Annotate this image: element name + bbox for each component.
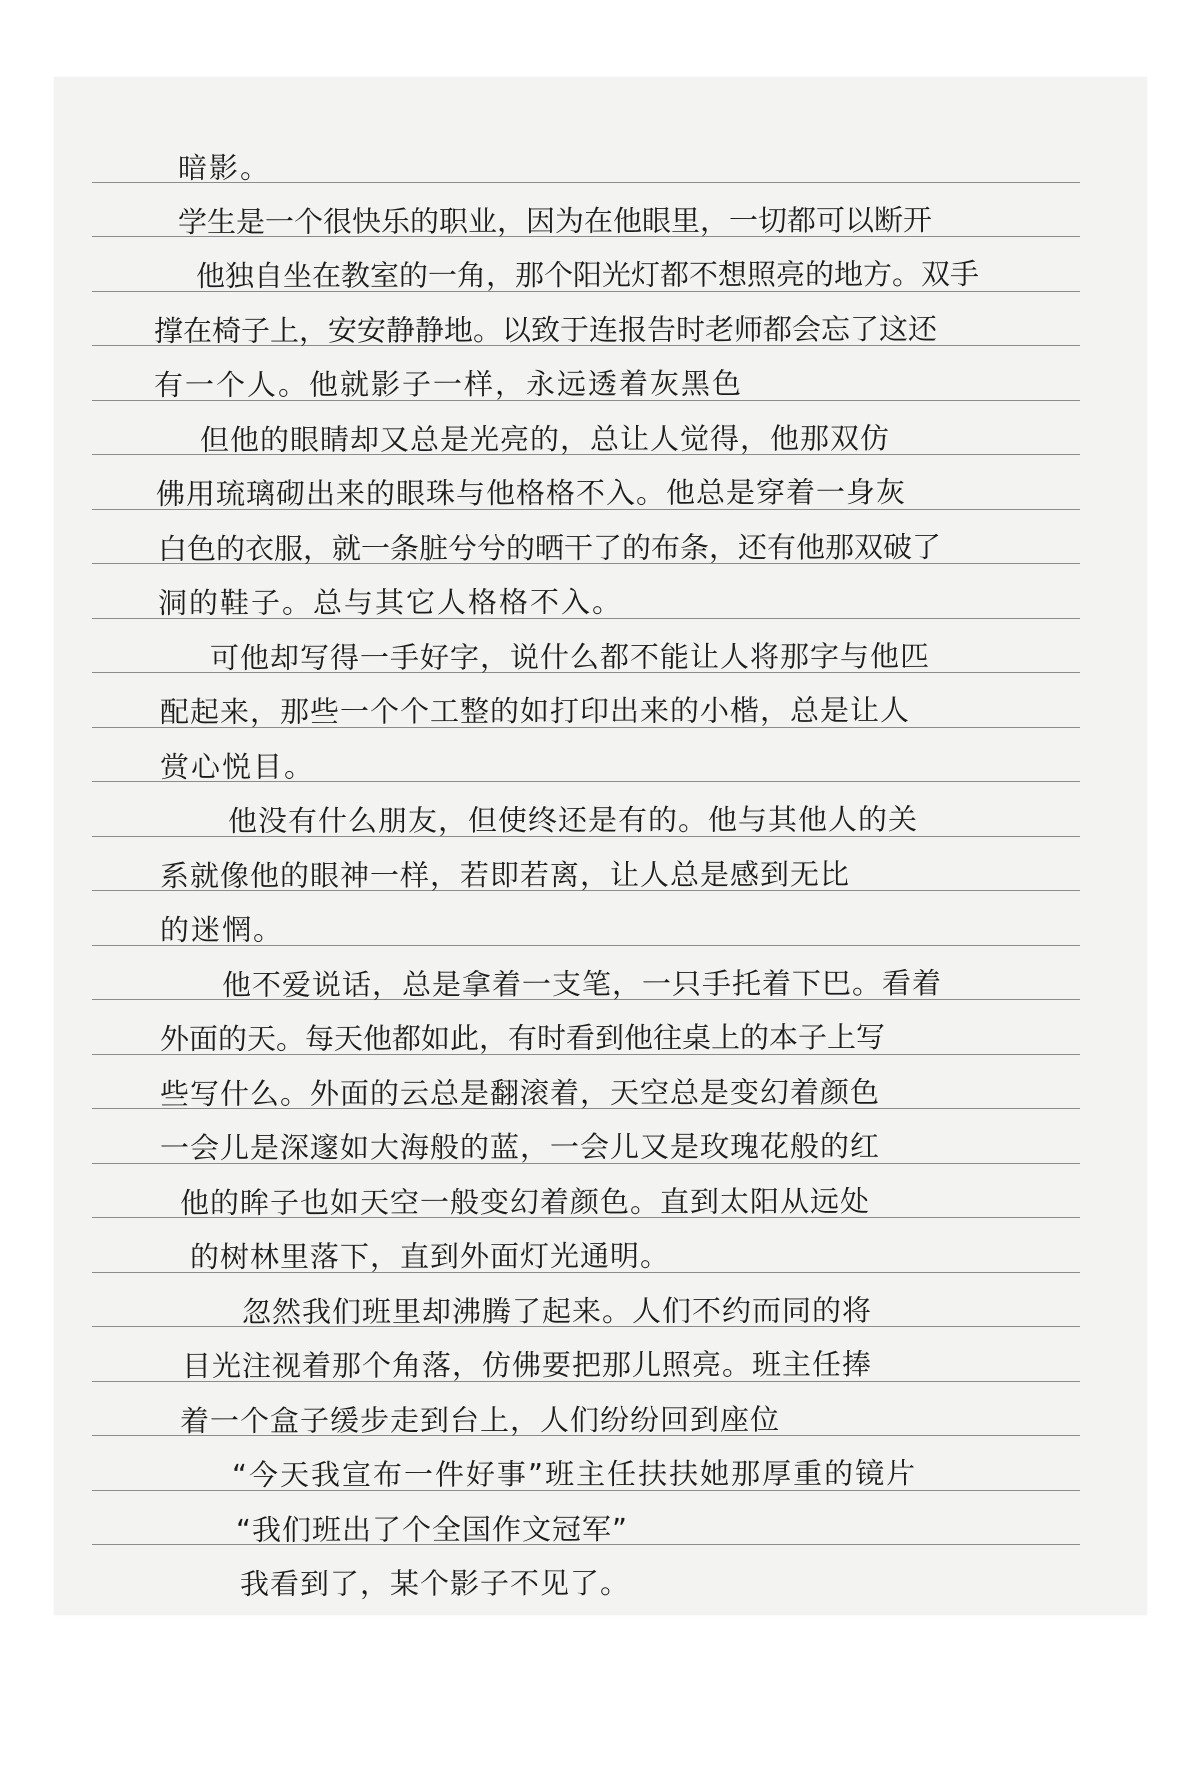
text-line: 配起来，那些一个个工整的如打印出来的小楷，总是让人	[159, 693, 911, 729]
text-line: 忽然我们班里却沸腾了起来。人们不约而同的将	[241, 1293, 873, 1329]
text-line: 他不爱说话，总是拿着一支笔，一只手托着下巴。看着	[221, 966, 943, 1002]
text-line: 的迷惘。	[159, 912, 285, 947]
text-line: 他没有什么朋友，但使终还是有的。他与其他人的关	[227, 802, 919, 838]
notebook-page	[54, 77, 1147, 1615]
text-line: 暗影。	[177, 150, 272, 185]
text-line: 的树林里落下，直到外面灯光通明。	[189, 1238, 671, 1274]
text-line: 洞的鞋子。总与其它人格格不入。	[157, 584, 624, 620]
text-line: 他独自坐在教室的一角，那个阳光灯都不想照亮的地方。双手	[195, 256, 980, 293]
text-line: 但他的眼睛却又总是光亮的，总让人觉得，他那双仿	[199, 421, 891, 457]
text-line: 他的眸子也如天空一般变幻着颜色。直到太阳从远处	[179, 1184, 871, 1220]
text-line: 系就像他的眼神一样，若即若离，让人总是感到无比	[159, 857, 851, 893]
text-line: 着一个盒子缓步走到台上，人们纷纷回到座位	[179, 1402, 781, 1438]
text-line: 外面的天。每天他都如此，有时看到他往桌上的本子上写	[159, 1020, 886, 1056]
text-line: 一会儿是深邃如大海般的蓝，一会儿又是玫瑰花般的红	[159, 1129, 881, 1165]
text-line: 些写什么。外面的云总是翻滚着，天空总是变幻着颜色	[159, 1075, 881, 1111]
text-line: 有一个人。他就影子一样，永远透着灰黑色	[153, 366, 744, 402]
text-line: 学生是一个很快乐的职业，因为在他眼里，一切都可以断开	[177, 203, 933, 239]
text-line: 白色的衣服，就一条脏兮兮的晒干了的布条，还有他那双破了	[157, 529, 942, 566]
text-line: 赏心悦目。	[159, 749, 316, 784]
text-line: 撑在椅子上，安安静静地。以致于连报告时老师都会忘了这还	[153, 311, 938, 348]
text-line: “今天我宣布一件好事”班主任扶扶她那厚重的镜片	[231, 1456, 918, 1492]
text-line: 我看到了，某个影子不见了。	[239, 1565, 631, 1601]
text-line: 目光注视着那个角落，仿佛要把那儿照亮。班主任捧	[181, 1347, 873, 1383]
text-line: “我们班出了个全国作文冠军”	[235, 1511, 629, 1547]
text-line: 佛用琉璃砌出来的眼珠与他格格不入。他总是穿着一身灰	[155, 475, 907, 511]
text-line: 可他却写得一手好字，说什么都不能让人将那字与他匹	[209, 639, 931, 675]
